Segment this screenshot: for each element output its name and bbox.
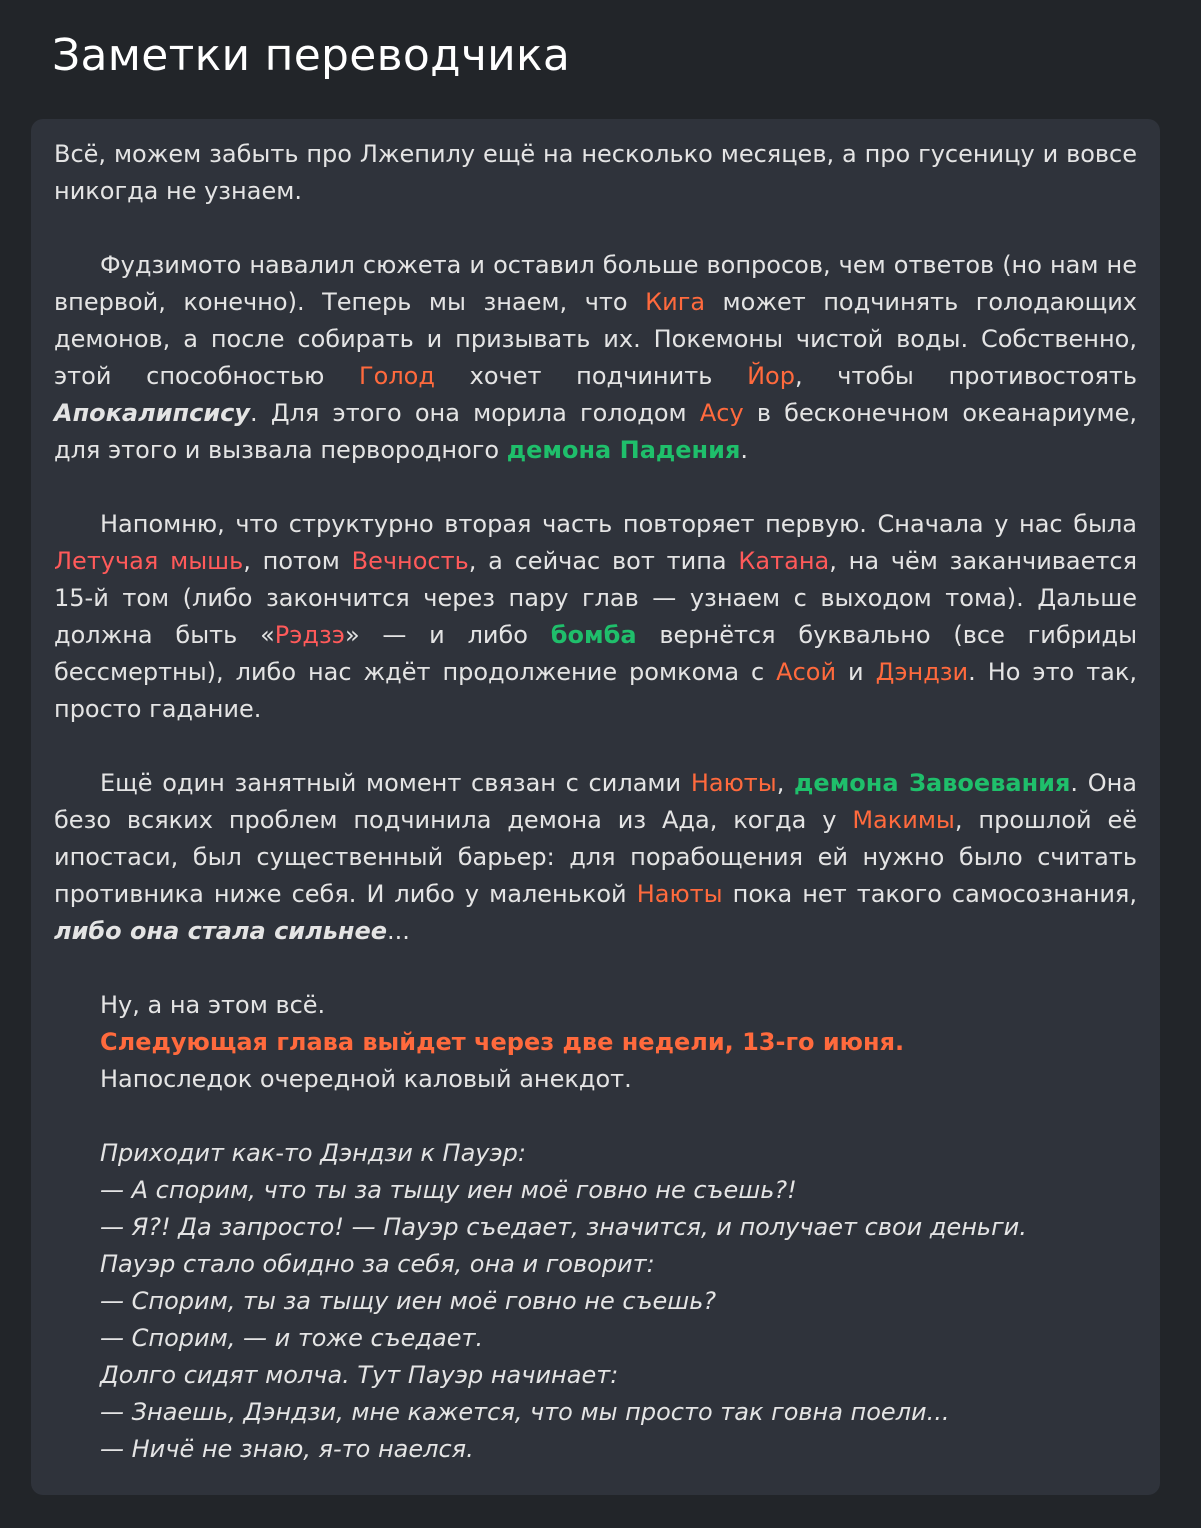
paragraph-nayuta	[54, 765, 1137, 950]
text: ...	[387, 917, 410, 945]
closing-line: Напоследок очередной каловый анекдот.	[100, 1065, 632, 1093]
name-eternity: Вечность	[351, 547, 469, 575]
name-reze: Рэдзэ	[274, 621, 345, 649]
joke-block	[54, 1135, 1137, 1468]
joke-line: Приходит как-то Дэндзи к Пауэр:	[100, 1139, 526, 1167]
text: в бесконечном океанариуме, для этого и вызвала первородного	[54, 399, 1137, 464]
joke-line: — Знаешь, Дэндзи, мне кажется, что мы просто так говна поели...	[100, 1398, 950, 1426]
paragraph-intro	[54, 136, 1137, 210]
name-bat: Летучая мышь	[54, 547, 244, 575]
text: . Для этого она морила голодом	[250, 399, 700, 427]
term-stronger: либо она стала сильнее	[54, 917, 388, 945]
text: Фудзимото навалил сюжета и оставил больше вопросов, чем ответов (но нам не впервой, конечно). Теперь мы знаем, что	[54, 251, 1137, 316]
name-katana: Катана	[738, 547, 830, 575]
text: Ещё один занятный момент связан с силами	[100, 769, 691, 797]
text: .	[740, 436, 748, 464]
name-demon-fall: демона Падения	[506, 436, 741, 464]
name-demon-conquest: демона Завоевания	[794, 769, 1071, 797]
text: ,	[776, 769, 795, 797]
text: . Но это так, просто гадание.	[54, 658, 1138, 723]
closing-block	[54, 987, 1137, 1098]
paragraph-structure	[54, 506, 1137, 728]
name-nayuta-2: Наюты	[636, 880, 723, 908]
text: , потом	[243, 547, 352, 575]
joke-line: — Спорим, — и тоже съедает.	[100, 1324, 484, 1352]
name-asu: Асу	[699, 399, 744, 427]
joke-line: — Я?! Да запросто! — Пауэр съедает, значится, и получает свои деньги.	[100, 1213, 1027, 1241]
name-yor: Йор	[747, 362, 795, 390]
text: . Она безо всяких проблем подчинила демона из Ада, когда у	[54, 769, 1138, 834]
intro-text: Всё, можем забыть про Лжепилу ещё на несколько месяцев, а про гусеницу и вовсе никогда не узнаем.	[54, 140, 1137, 205]
joke-line: — А спорим, что ты за тыщу иен моё говно не съешь?!	[100, 1176, 797, 1204]
joke-line: Пауэр стало обидно за себя, она и говорит:	[100, 1250, 655, 1278]
term-apocalypse: Апокалипсису	[54, 399, 251, 427]
text: , на чём заканчивается 15-й том (либо закончится через пару глав — узнаем с выходом тома). Дальше должна быть «	[54, 547, 1138, 649]
next-chapter-announcement: Следующая глава выйдет через две недели, 13-го июня.	[100, 1028, 905, 1056]
joke-line: Долго сидят молча. Тут Пауэр начинает:	[100, 1361, 619, 1389]
name-golod: Голод	[359, 362, 435, 390]
text: хочет подчинить	[434, 362, 748, 390]
page-title: Заметки переводчика	[52, 30, 571, 81]
text: пока нет такого самосознания,	[722, 880, 1138, 908]
text: может подчинять голодающих демонов, а после собирать и призывать их. Покемоны чистой воды. Собственно, этой способностью	[54, 288, 1137, 390]
notes-card	[31, 119, 1160, 1495]
joke-line: — Спорим, ты за тыщу иен моё говно не съешь?	[100, 1287, 717, 1315]
text: , прошлой её ипостаси, был существенный барьер: для порабощения ей нужно было считать противника ниже себя. И либо у маленькой	[54, 806, 1137, 908]
closing-line: Ну, а на этом всё.	[100, 991, 326, 1019]
text: , чтобы противостоять	[794, 362, 1138, 390]
paragraph-plot	[54, 247, 1137, 469]
joke-line: — Ничё не знаю, я-то наелся.	[100, 1435, 474, 1463]
name-denji: Дэндзи	[875, 658, 969, 686]
text: , а сейчас вот типа	[468, 547, 739, 575]
name-asoi: Асой	[776, 658, 837, 686]
text: Напомню, что структурно вторая часть повторяет первую. Сначала у нас была	[100, 510, 1137, 538]
text: » — и либо	[344, 621, 551, 649]
text: вернётся буквально (все гибриды бессмертны), либо нас ждёт продолжение ромкома с	[54, 621, 1138, 686]
name-kiga: Кига	[645, 288, 706, 316]
name-makima: Макимы	[852, 806, 955, 834]
name-bomb: бомба	[550, 621, 637, 649]
text: и	[836, 658, 876, 686]
name-nayuta: Наюты	[690, 769, 777, 797]
